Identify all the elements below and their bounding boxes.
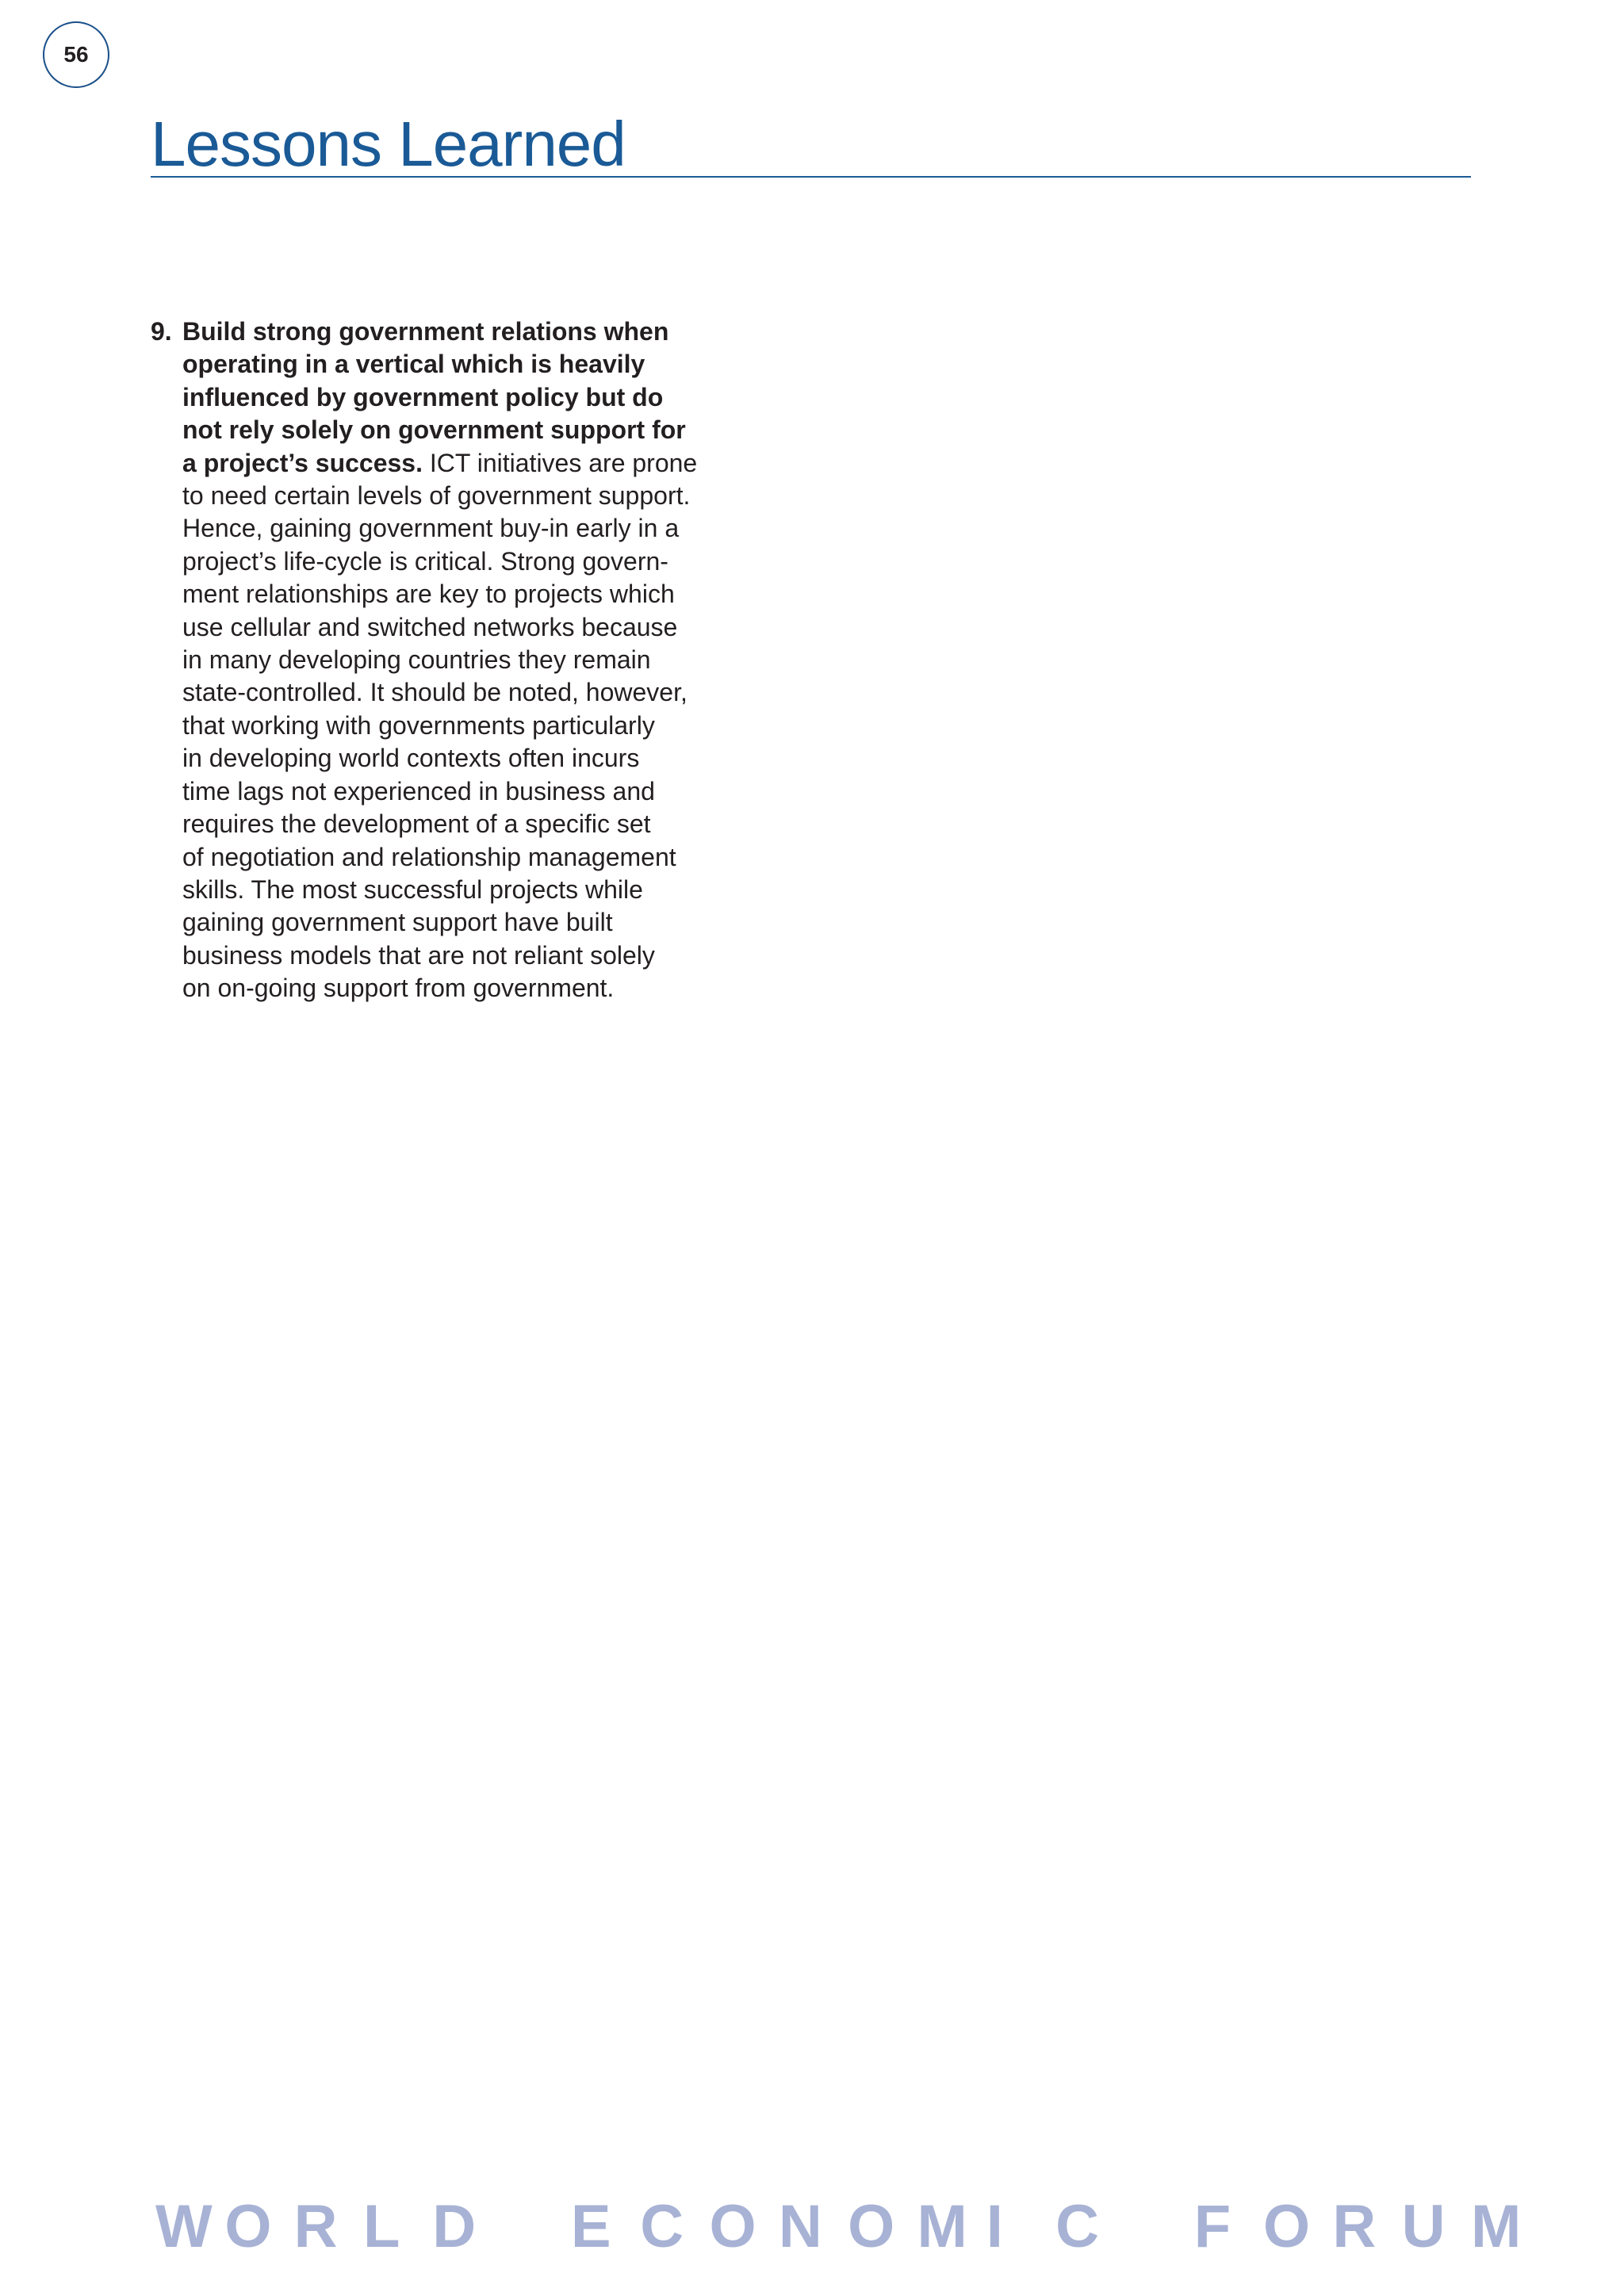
wordmark-letter: E: [570, 2192, 611, 2260]
lesson-line: [182, 414, 753, 446]
lesson-body-text: business models that are not reliant solely: [182, 940, 655, 970]
lesson-body-text: skills. The most successful projects while: [182, 874, 643, 904]
wordmark-letter: R: [1332, 2192, 1377, 2260]
lesson-body-text: of negotiation and relationship management: [182, 842, 676, 871]
lesson-body-text: state-controlled. It should be noted, however,: [182, 678, 688, 707]
page-number-badge: [43, 21, 109, 88]
lesson-line: [182, 775, 753, 808]
lesson-body-text: time lags not experienced in business and: [182, 776, 655, 806]
wordmark-letter: N: [778, 2192, 822, 2260]
lesson-line: [182, 841, 753, 874]
lesson-line: [182, 316, 753, 348]
lesson-heading-text: operating in a vertical which is heavily: [182, 350, 645, 379]
lesson-line: [182, 447, 753, 480]
lesson-heading-text: not rely solely on government support for: [182, 415, 686, 445]
lesson-line: [182, 742, 753, 775]
wordmark-letter: O: [224, 2192, 272, 2260]
lesson-line: [182, 906, 753, 939]
lesson-body-text: project’s life-cycle is critical. Strong govern-: [182, 546, 668, 576]
lesson-body-text: requires the development of a specific set: [182, 809, 651, 839]
wordmark-letter: R: [293, 2192, 338, 2260]
lesson-body-text: Hence, gaining government buy-in early in a: [182, 514, 680, 543]
wordmark-letter: O: [709, 2192, 756, 2260]
page-header: [151, 111, 1471, 178]
wordmark-letter: C: [640, 2192, 684, 2260]
wordmark-letter: M: [917, 2192, 967, 2260]
wordmark-letter: F: [1193, 2192, 1231, 2260]
lesson-line: [182, 512, 753, 545]
lesson-body-text: ICT initiatives are prone: [422, 448, 698, 477]
wordmark-letter: O: [848, 2192, 895, 2260]
wordmark-letter: U: [1401, 2192, 1446, 2260]
wordmark-letter: D: [432, 2192, 477, 2260]
lesson-line: [182, 348, 753, 381]
lesson-body-text: ment relationships are key to projects which: [182, 580, 675, 609]
lesson-line: [182, 972, 753, 1004]
lesson-heading-text: Build strong government relations when: [182, 317, 669, 346]
lesson-body-text: use cellular and switched networks because: [182, 612, 678, 641]
wordmark-letter: C: [1055, 2192, 1099, 2260]
wordmark-space: [502, 2192, 503, 2261]
lesson-line: [182, 545, 753, 578]
lesson-body-text: gaining government support have built: [182, 908, 613, 937]
lesson-body-text: on on-going support from government.: [182, 974, 615, 1003]
lesson-body-text: that working with governments particularly: [182, 710, 655, 740]
lesson-line: [182, 578, 753, 610]
lesson-heading-text: a project’s success.: [182, 448, 423, 477]
lesson-body-text: to need certain levels of government support.: [182, 481, 691, 511]
lesson-line: [182, 676, 753, 709]
lesson-line: [182, 381, 753, 414]
lesson-line: [182, 644, 753, 676]
lesson-number: 9.: [151, 317, 172, 346]
wordmark-letter: I: [986, 2192, 1003, 2260]
lesson-body-text: in many developing countries they remain: [182, 645, 651, 675]
lesson-line: [182, 874, 753, 906]
wordmark-space: [1124, 2192, 1125, 2261]
page-number: 56: [63, 42, 89, 67]
lesson-line: [182, 611, 753, 644]
wordmark-letter: O: [1263, 2192, 1311, 2260]
lesson-body: [182, 316, 753, 1005]
page-title: Lessons Learned: [151, 109, 626, 179]
wordmark-letter: M: [1470, 2192, 1522, 2260]
lesson-line: [182, 710, 753, 742]
lesson-line: [182, 939, 753, 972]
footer-brand-wordmark: [155, 2192, 1522, 2260]
lesson-heading-text: influenced by government policy but do: [182, 382, 664, 411]
lesson-item: [151, 316, 753, 1005]
wordmark-letter: L: [362, 2192, 400, 2260]
wordmark-letter: W: [155, 2192, 213, 2260]
lesson-line: [182, 480, 753, 512]
lesson-line: [182, 808, 753, 840]
lesson-body-text: in developing world contexts often incurs: [182, 744, 640, 773]
